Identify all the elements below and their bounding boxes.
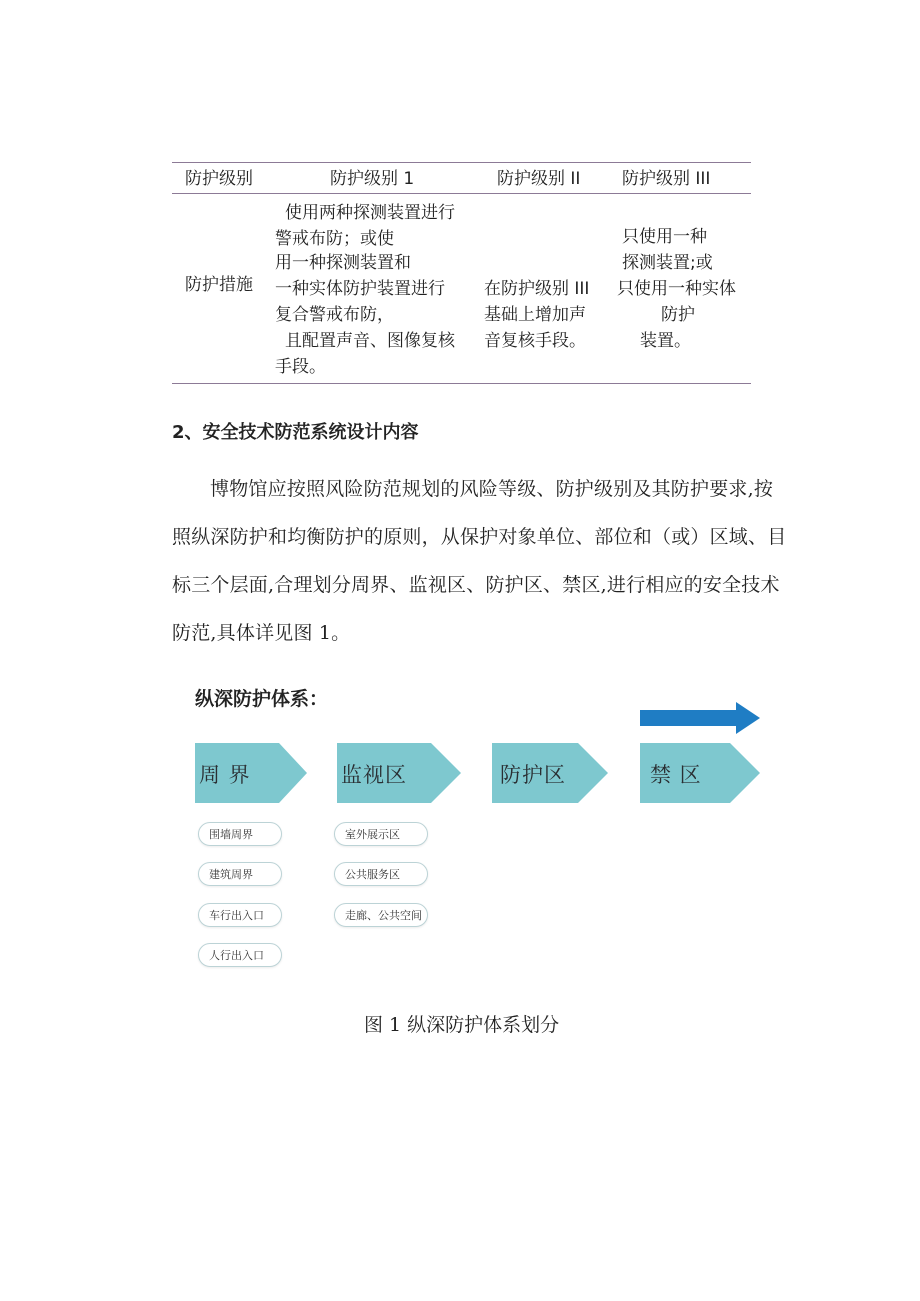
section-heading: 2、安全技术防范系统设计内容 — [172, 422, 419, 443]
figure-caption: 图 1 纵深防护体系划分 — [364, 1014, 560, 1036]
zone-perimeter — [195, 743, 307, 803]
level1-text-line: 复合警戒布防， — [275, 305, 394, 325]
level2-text-line: 基础上增加声 — [484, 305, 586, 325]
figure-title: 纵深防护体系： — [195, 688, 329, 710]
perimeter-item: 人行出入口 — [198, 943, 282, 967]
level2-text-line: 音复核手段。 — [484, 331, 586, 351]
table-top-rule — [172, 162, 751, 163]
table-header-cell: 防护级别 — [185, 169, 253, 189]
level1-text-line: 一种实体防护装置进行 — [275, 279, 445, 299]
zone-label: 防护区 — [500, 763, 566, 787]
table-bottom-rule — [172, 383, 751, 384]
level1-text-line: 警戒布防；或使 — [275, 229, 394, 249]
zone-label: 周 界 — [199, 763, 251, 787]
monitor-item: 走廊、公共空间 — [334, 903, 428, 927]
table-header-rule — [172, 193, 751, 194]
level1-text-line: 使用两种探测装置进行 — [285, 203, 455, 223]
zone-label: 禁 区 — [650, 763, 702, 787]
level3-text-line: 只使用一种实体 — [617, 279, 736, 299]
perimeter-item: 围墙周界 — [198, 822, 282, 846]
level3-text-line: 装置。 — [640, 331, 691, 351]
level3-text-line: 只使用一种 — [622, 227, 707, 247]
perimeter-item: 车行出入口 — [198, 903, 282, 927]
paragraph-line: 标三个层面,合理划分周界、监视区、防护区、禁区,进行相应的安全技术 — [172, 574, 780, 596]
paragraph-line: 博物馆应按照风险防范规划的风险等级、防护级别及其防护要求,按 — [210, 478, 774, 500]
level2-text-line: 在防护级别 III — [484, 279, 590, 299]
perimeter-item: 建筑周界 — [198, 862, 282, 886]
table-row-label: 防护措施 — [185, 275, 253, 295]
level3-text-line: 探测装置;或 — [622, 253, 713, 273]
zone-restricted — [640, 743, 760, 803]
zone-monitor — [337, 743, 461, 803]
monitor-item: 室外展示区 — [334, 822, 428, 846]
paragraph-line: 防范,具体详见图 1。 — [172, 622, 351, 644]
zone-label: 监视区 — [341, 763, 407, 787]
level3-text-line: 防护 — [661, 305, 695, 325]
table-header-cell: 防护级别 1 — [330, 169, 415, 189]
table-header-cell: 防护级别 III — [622, 169, 711, 189]
direction-arrow-icon — [640, 700, 762, 736]
level1-text-line: 且配置声音、图像复核 — [285, 331, 455, 351]
level1-text-line: 用一种探测装置和 — [275, 253, 411, 273]
zone-protection — [492, 743, 608, 803]
level1-text-line: 手段。 — [275, 357, 326, 377]
paragraph-line: 照纵深防护和均衡防护的原则，从保护对象单位、部位和（或）区域、目 — [172, 526, 787, 548]
monitor-item: 公共服务区 — [334, 862, 428, 886]
table-header-cell: 防护级别 II — [497, 169, 581, 189]
